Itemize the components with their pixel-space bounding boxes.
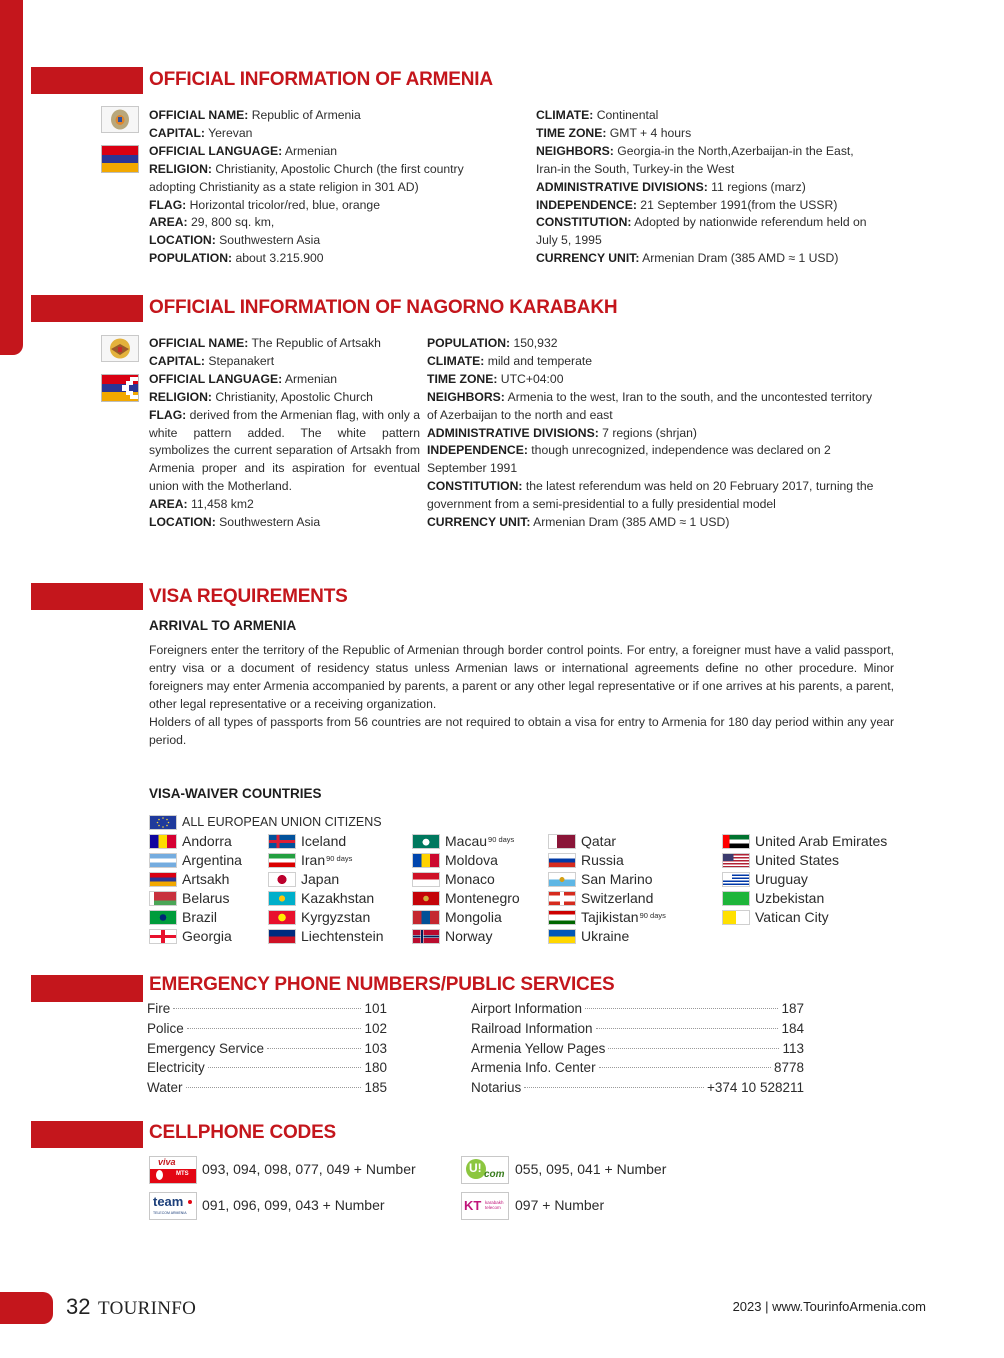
country-name: Brazil: [182, 909, 218, 925]
country-item: [722, 889, 824, 907]
country-item: [268, 851, 352, 869]
vivacell-mts-logo: viva MTS: [149, 1156, 197, 1184]
kt-codes: 097 + Number: [515, 1197, 605, 1213]
service-name: Fire: [147, 1001, 171, 1016]
info-location: LOCATION: Southwestern Asia: [149, 233, 321, 248]
country-name: Kazakhstan: [301, 890, 375, 906]
country-name: Georgia: [182, 928, 232, 944]
info-admin-divisions: ADMINISTRATIVE DIVISIONS: 7 regions (shrjan): [427, 425, 697, 440]
info-area: AREA: 11,458 km2: [149, 497, 254, 512]
country-item: [268, 927, 384, 945]
service-name: Water: [147, 1080, 183, 1096]
country-name: San Marino: [581, 871, 653, 887]
info-independence: INDEPENDENCE: 21 September 1991(from the USSR): [536, 197, 838, 212]
dot-leader: [596, 1028, 779, 1029]
phone-row: [471, 1001, 804, 1021]
armenia-info-right: [536, 107, 886, 268]
visa-duration-note: 90 days: [639, 910, 666, 920]
dot-leader: [585, 1008, 778, 1009]
country-item: [722, 851, 839, 869]
dot-leader: [608, 1048, 779, 1049]
info-neighbors: NEIGHBORS: Georgia-in the North,Azerbaijan-in the East, Iran-in the South, Turkey-in the West: [536, 143, 854, 176]
ukraine-flag-icon: [548, 929, 576, 944]
phone-row: [471, 1080, 804, 1100]
footer-website[interactable]: 2023 | www.TourinfoArmenia.com: [732, 1299, 926, 1314]
belarus-flag-icon: [149, 891, 177, 906]
country-item: [412, 927, 492, 945]
usa-flag-icon: [722, 853, 750, 868]
country-name: United States: [755, 852, 840, 868]
dot-leader: [186, 1087, 362, 1088]
info-official-name: OFFICIAL NAME: The Republic of Artsakh: [149, 336, 381, 350]
dot-leader: [599, 1067, 771, 1068]
country-name: Tajikistan: [581, 909, 639, 925]
brand-name: TOURINFO: [98, 1298, 197, 1319]
country-name: Japan: [301, 871, 340, 887]
country-item: [149, 889, 229, 907]
country-item: [722, 908, 829, 926]
phone-row: [147, 1060, 387, 1080]
country-name: Vatican City: [755, 909, 829, 925]
uruguay-flag-icon: [722, 872, 750, 887]
country-item: [548, 927, 629, 945]
info-currency: CURRENCY UNIT: Armenian Dram (385 AMD ≈ 1 USD): [536, 251, 839, 266]
armenia-section-title: OFFICIAL INFORMATION OF ARMENIA: [149, 69, 493, 90]
qatar-flag-icon: [548, 834, 576, 849]
phone-row: [471, 1021, 804, 1041]
country-item: [412, 832, 514, 850]
footer-tab: [0, 1292, 53, 1324]
dot-leader: [173, 1008, 361, 1009]
country-item: [548, 870, 653, 888]
dot-leader: [267, 1048, 361, 1049]
visa-section-title: VISA REQUIREMENTS: [149, 586, 348, 607]
phone-row: [147, 1080, 387, 1100]
page-number: 32: [66, 1294, 91, 1319]
phone-number[interactable]: 113: [782, 1040, 804, 1056]
country-item: [722, 832, 887, 850]
country-name: Switzerland: [581, 890, 654, 906]
cellphone-section-title: CELLPHONE CODES: [149, 1122, 337, 1143]
country-name: Argentina: [182, 852, 242, 868]
vivacell-codes: 093, 094, 098, 077, 049 + Number: [202, 1161, 416, 1177]
dot-leader: [187, 1028, 362, 1029]
team-telecom-logo: team TELECOM ARMENIA: [149, 1192, 197, 1220]
info-constitution: CONSTITUTION: Adopted by nationwide referendum held on July 5, 1995: [536, 215, 867, 248]
vatican-flag-icon: [722, 910, 750, 925]
dot-leader: [524, 1087, 704, 1088]
info-language: OFFICIAL LANGUAGE: Armenian: [149, 143, 338, 158]
kazakhstan-flag-icon: [268, 891, 296, 906]
country-name: United Arab Emirates: [755, 833, 888, 849]
country-name: Belarus: [182, 890, 230, 906]
ucom-logo: U! com: [461, 1156, 509, 1184]
artsakh-flag-icon: [101, 374, 139, 402]
section-banner: [31, 67, 143, 94]
karabakh-info-left: [149, 335, 420, 532]
country-name: Artsakh: [182, 871, 230, 887]
country-item: [268, 908, 370, 926]
info-flag: FLAG: Horizontal tricolor/red, blue, orange: [149, 197, 380, 212]
armenia-flag-icon: [101, 145, 139, 173]
dot-leader: [208, 1067, 362, 1068]
country-item: [268, 832, 346, 850]
info-neighbors: NEIGHBORS: Armenia to the west, Iran to the south, and the uncontested territory of Azerbaijan to the north and east: [427, 389, 873, 422]
tajikistan-flag-icon: [548, 910, 576, 925]
section-banner: [31, 975, 143, 1002]
visa-paragraph-2: Holders of all types of passports from 56 countries are not required to obtain a visa for entry to Armenia for 180 day period within any year period.: [149, 715, 894, 747]
info-religion: RELIGION: Christianity, Apostolic Church: [149, 389, 373, 404]
mongolia-flag-icon: [412, 910, 440, 925]
japan-flag-icon: [268, 872, 296, 887]
san-marino-flag-icon: [548, 872, 576, 887]
service-name: Railroad Information: [471, 1020, 593, 1036]
country-item: [149, 832, 232, 850]
country-name: Mongolia: [445, 909, 502, 925]
country-item: [548, 851, 624, 869]
phone-number[interactable]: 184: [781, 1020, 804, 1036]
service-name: Armenia Yellow Pages: [471, 1040, 606, 1056]
liechtenstein-flag-icon: [268, 929, 296, 944]
phone-number[interactable]: 8778: [773, 1060, 804, 1076]
phone-number[interactable]: 185: [364, 1080, 387, 1096]
country-item: [268, 889, 374, 907]
phone-number[interactable]: 180: [364, 1060, 387, 1076]
country-name: Uzbekistan: [755, 890, 825, 906]
iran-flag-icon: [268, 853, 296, 868]
moldova-flag-icon: [412, 853, 440, 868]
info-time-zone: TIME ZONE: UTC+04:00: [427, 371, 564, 386]
country-item: [548, 832, 616, 850]
country-name: Norway: [445, 928, 493, 944]
phone-number[interactable]: 101: [364, 1001, 387, 1016]
visa-duration-note: 90 days: [488, 834, 515, 844]
visa-waiver-title: VISA-WAIVER COUNTRIES: [149, 786, 322, 801]
phone-row: [147, 1021, 387, 1041]
team-codes: 091, 096, 099, 043 + Number: [202, 1197, 385, 1213]
country-name: Iran: [301, 852, 326, 868]
country-item: [268, 870, 339, 888]
info-climate: CLIMATE: mild and temperate: [427, 353, 593, 368]
country-item: [149, 870, 229, 888]
russia-flag-icon: [548, 853, 576, 868]
arrival-subtitle: ARRIVAL TO ARMENIA: [149, 618, 297, 633]
info-currency: CURRENCY UNIT: Armenian Dram (385 AMD ≈ 1 USD): [427, 515, 730, 530]
country-name: Qatar: [581, 833, 617, 849]
phone-row: [147, 1041, 387, 1061]
section-banner: [31, 295, 143, 322]
service-name: Airport Information: [471, 1001, 583, 1016]
country-name: Ukraine: [581, 928, 630, 944]
country-item: [149, 908, 217, 926]
info-capital: CAPITAL: Stepanakert: [149, 353, 275, 368]
country-name: Liechtenstein: [301, 928, 384, 944]
service-name: Emergency Service: [147, 1040, 265, 1056]
emergency-section-title: EMERGENCY PHONE NUMBERS/PUBLIC SERVICES: [149, 974, 615, 995]
country-item: [548, 889, 653, 907]
country-item: [412, 851, 498, 869]
karabakh-telecom-logo: KT karabakh telecom: [461, 1192, 509, 1220]
phone-number[interactable]: 102: [364, 1020, 387, 1036]
monaco-flag-icon: [412, 872, 440, 887]
ucom-codes: 055, 095, 041 + Number: [515, 1161, 667, 1177]
info-time-zone: TIME ZONE: GMT + 4 hours: [536, 125, 692, 140]
artsakh-flag-icon: [149, 872, 177, 887]
kyrgyzstan-flag-icon: [268, 910, 296, 925]
country-name: Russia: [581, 852, 624, 868]
phone-number[interactable]: +374 10 528211: [707, 1080, 804, 1096]
norway-flag-icon: [412, 929, 440, 944]
visa-paragraph-1: Foreigners enter the territory of the Republic of Armenian through border control points. For entry, a foreigner must have a valid passport, entry visa or a document of residency status unless Armenian laws or international agreements define no other procedure. Minor foreigners may enter Armenia accompanied by parents, a parent or any other legal representative or if one arrives at his parents, a parent, other legal representative or a receiving organization.: [149, 643, 894, 711]
country-name: Macau: [445, 833, 488, 849]
service-name: Armenia Info. Center: [471, 1060, 596, 1076]
info-capital: CAPITAL: Yerevan: [149, 125, 253, 140]
service-name: Notarius: [471, 1080, 522, 1096]
phone-row: [471, 1041, 804, 1061]
country-item: [412, 889, 520, 907]
country-name: Montenegro: [445, 890, 520, 906]
country-item: [548, 908, 666, 926]
montenegro-flag-icon: [412, 891, 440, 906]
country-name: Moldova: [445, 852, 498, 868]
service-name: Electricity: [147, 1060, 205, 1076]
info-location: LOCATION: Southwestern Asia: [149, 515, 321, 530]
info-flag: FLAG: derived from the Armenian flag, with only a white pattern added. The white pattern symbolizes the current separation of Artsakh from Armenia proper and its aspiration for eventual union with the Motherland.: [149, 407, 420, 494]
info-population: POPULATION: about 3.215.900: [149, 251, 324, 266]
country-name: Uruguay: [755, 871, 808, 887]
info-climate: CLIMATE: Continental: [536, 108, 659, 122]
argentina-flag-icon: [149, 853, 177, 868]
country-item: [722, 870, 808, 888]
uae-flag-icon: [722, 834, 750, 849]
info-admin-divisions: ADMINISTRATIVE DIVISIONS: 11 regions (marz): [536, 179, 806, 194]
switzerland-flag-icon: [548, 891, 576, 906]
section-banner: [31, 583, 143, 610]
section-banner: [31, 1121, 143, 1148]
karabakh-section-title: OFFICIAL INFORMATION OF NAGORNO KARABAKH: [149, 297, 618, 318]
info-religion: RELIGION: Christianity, Apostolic Church (the first country adopting Christianity as a state religion in 301 AD): [149, 161, 464, 194]
info-constitution: CONSTITUTION: the latest referendum was held on 20 February 2017, turning the government from a semi-presidential to a fully presidential model: [427, 479, 874, 512]
visa-duration-note: 90 days: [326, 853, 353, 863]
info-area: AREA: 29, 800 sq. km,: [149, 215, 275, 230]
uzbekistan-flag-icon: [722, 891, 750, 906]
phone-number[interactable]: 103: [364, 1040, 387, 1056]
country-item: [149, 927, 232, 945]
iceland-flag-icon: [268, 834, 296, 849]
brazil-flag-icon: [149, 910, 177, 925]
phone-row: [147, 1001, 387, 1021]
country-name: Monaco: [445, 871, 495, 887]
country-item: [412, 908, 502, 926]
info-official-name: OFFICIAL NAME: Republic of Armenia: [149, 108, 361, 122]
visa-paragraph: [149, 641, 894, 749]
macau-flag-icon: [412, 834, 440, 849]
karabakh-info-right: [427, 335, 897, 532]
andorra-flag-icon: [149, 834, 177, 849]
service-name: Police: [147, 1020, 184, 1036]
phone-row: [471, 1060, 804, 1080]
side-accent-bar: [0, 0, 23, 355]
eu-flag-icon: [149, 815, 177, 830]
country-eu: [149, 813, 382, 831]
info-independence: INDEPENDENCE: though unrecognized, independence was declared on 2 September 1991: [427, 443, 831, 476]
country-item: [149, 851, 242, 869]
info-language: OFFICIAL LANGUAGE: Armenian: [149, 371, 338, 386]
georgia-flag-icon: [149, 929, 177, 944]
country-name: Iceland: [301, 833, 347, 849]
country-name: Andorra: [182, 833, 232, 849]
country-name: ALL EUROPEAN UNION CITIZENS: [182, 815, 382, 829]
country-item: [412, 870, 495, 888]
armenia-info-left: [149, 107, 499, 268]
info-population: POPULATION: 150,932: [427, 336, 558, 350]
country-name: Kyrgyzstan: [301, 909, 371, 925]
phone-number[interactable]: 187: [781, 1001, 804, 1016]
coat-of-arms-icon: [101, 106, 139, 133]
artsakh-emblem-icon: [101, 335, 139, 362]
